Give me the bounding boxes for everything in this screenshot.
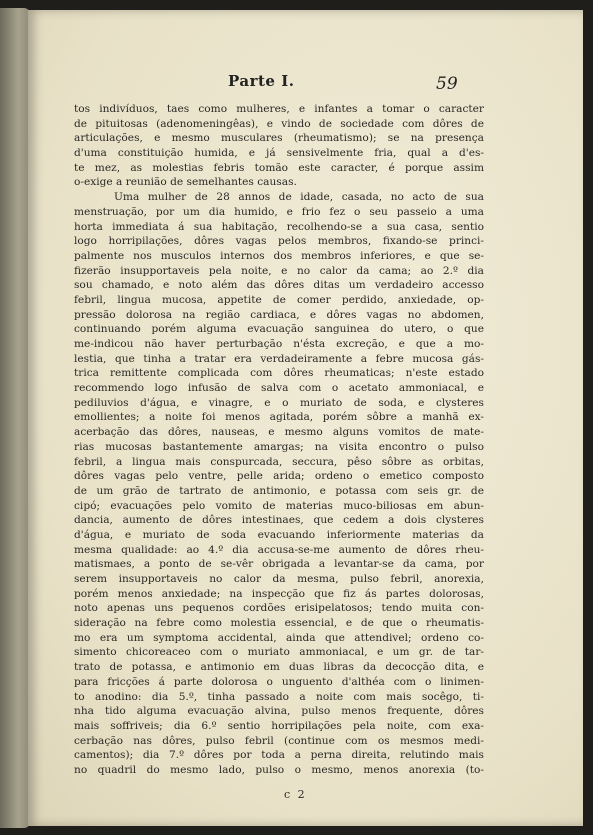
text-line: menstruação, por um dia humido, e frio fez o seu passeio a uma bbox=[74, 205, 484, 218]
text-line: to anodino: dia 5.º, tinha passado a noite com mais socêgo, ti- bbox=[74, 690, 484, 703]
text-line: matismaes, a ponto de se-vêr obrigada a levantar-se da cama, por bbox=[74, 558, 484, 571]
text-line: tos indivíduos, taes como mulheres, e infantes a tomar o caracter bbox=[74, 103, 484, 115]
text-line: palmente nos musculos internos dos membros inferiores, e que se- bbox=[74, 249, 484, 262]
text-line: pressão dolorosa na região cardiaca, e dôres vagas no abdomen, bbox=[74, 308, 484, 321]
text-line: camentos); dia 7.º dôres por toda a perna direita, relutindo mais bbox=[74, 749, 484, 762]
text-line: continuando porém alguma evacuação sanguinea do utero, o que bbox=[74, 323, 484, 336]
left-page-edge bbox=[0, 8, 30, 828]
text-line: articulações, e mesmo musculares (rheumatismo); se na presença bbox=[74, 132, 484, 145]
text-line: simento chicoreaceo com o muriato ammoniacal, e um gr. de tar- bbox=[74, 646, 484, 659]
text-line: emollientes; a noite foi menos agitada, porém sôbre a manhã ex- bbox=[74, 411, 484, 424]
text-line: febril, lingua mucosa, appetite de comer perdido, anxiedade, op- bbox=[74, 293, 484, 306]
text-line: pediluvios d'água, e vinagre, e o muriato de soda, e clysteres bbox=[74, 396, 484, 409]
body-text bbox=[74, 102, 484, 778]
text-line: o-exige a reunião de semelhantes causas. bbox=[74, 176, 297, 189]
text-line: porém menos anxiedade; na inspecção que fiz ás partes dolorosas, bbox=[74, 587, 484, 600]
signature-mark: c 2 bbox=[284, 788, 307, 801]
text-line: me-indicou não haver perturbação n'ésta excreção, e que a mo- bbox=[74, 338, 484, 350]
text-line: trato de potassa, e antimonio em duas libras da decocção dita, e bbox=[74, 661, 484, 674]
running-head: Parte I. bbox=[228, 72, 295, 90]
text-line: d'água, e muriato de soda evacuando inferiormente materias da bbox=[74, 528, 484, 541]
text-line: mo era um symptoma accidental, ainda que attendivel; ordeno co- bbox=[74, 631, 484, 644]
text-line: d'uma constituição humida, e já sensivelmente fria, qual a d'es- bbox=[74, 147, 484, 160]
text-line: te mez, as molestias febris tomão este caracter, é porque assim bbox=[74, 161, 484, 174]
text-line: dôres vagas pelo ventre, pelle arida; ordeno o emetico composto bbox=[74, 470, 484, 483]
text-line: rias mucosas bastantemente amargas; na visita encontro o pulso bbox=[74, 440, 484, 453]
text-line: nha tido alguma evacuação alvina, pulso menos frequente, dôres bbox=[74, 705, 484, 718]
text-line: recommendo logo infusão de salva com o acetato ammoniacal, e bbox=[74, 382, 484, 395]
text-line: mesma qualidade: ao 4.º dia accusa-se-me aumento de dôres rheu- bbox=[74, 543, 484, 556]
book-page bbox=[28, 10, 583, 826]
text-line: de um grão de tartrato de antimonio, e potassa com seis gr. de bbox=[74, 484, 484, 497]
text-line: cipó; evacuações pelo vomito de materias muco-biliosas em abun- bbox=[74, 499, 484, 512]
text-line: cerbação nas dôres, pulso febril (continue com os mesmos medi- bbox=[74, 734, 484, 747]
text-line: logo horripilações, dôres vagas pelos membros, fixando-se princi- bbox=[74, 235, 484, 248]
text-line: no quadril do mesmo lado, pulso o mesmo, menos anorexia (to- bbox=[74, 763, 484, 776]
text-line: para fricções á parte dolorosa o unguento d'althéa com o linimen- bbox=[74, 675, 484, 688]
text-line: lestia, que tinha a tratar era verdadeiramente a febre mucosa gás- bbox=[74, 352, 484, 365]
text-line: fizerão insupportaveis pela noite, e no calor da cama; ao 2.º dia bbox=[74, 264, 484, 277]
text-line: Uma mulher de 28 annos de idade, casada, no acto de sua bbox=[114, 191, 484, 204]
text-line: sideração na febre como molestia essencial, e de que o rheumatis- bbox=[74, 617, 484, 630]
page-header bbox=[28, 72, 583, 96]
text-line: noto apenas uns pequenos cordões erisipelatosos; tendo muita con- bbox=[74, 602, 484, 615]
text-line: acerbação das dôres, nauseas, e mesmo alguns vomitos de mate- bbox=[74, 426, 484, 439]
text-line: horta immediata á sua habitação, recolhendo-se a sua casa, sentio bbox=[74, 220, 484, 233]
text-line: de pituitosas (adenomeningêas), e vindo de sociedade com dôres de bbox=[74, 117, 484, 130]
text-line: sou chamado, e noto além das dôres ditas um verdadeiro accesso bbox=[74, 279, 484, 292]
text-line: trica remittente complicada com dôres rheumaticas; n'este estado bbox=[74, 367, 484, 380]
text-line: serem insupportaveis no calor da mesma, pulso febril, anorexia, bbox=[74, 573, 484, 585]
text-line: mais soffriveis; dia 6.º sentio horripilações pela noite, com exa- bbox=[74, 719, 484, 732]
text-line: febril, a lingua mais conspurcada, seccura, pêso sôbre as orbitas, bbox=[74, 455, 484, 468]
text-line: dancia, aumento de dôres intestinaes, que cedem a dois clysteres bbox=[74, 514, 484, 527]
page-number: 59 bbox=[436, 74, 458, 94]
